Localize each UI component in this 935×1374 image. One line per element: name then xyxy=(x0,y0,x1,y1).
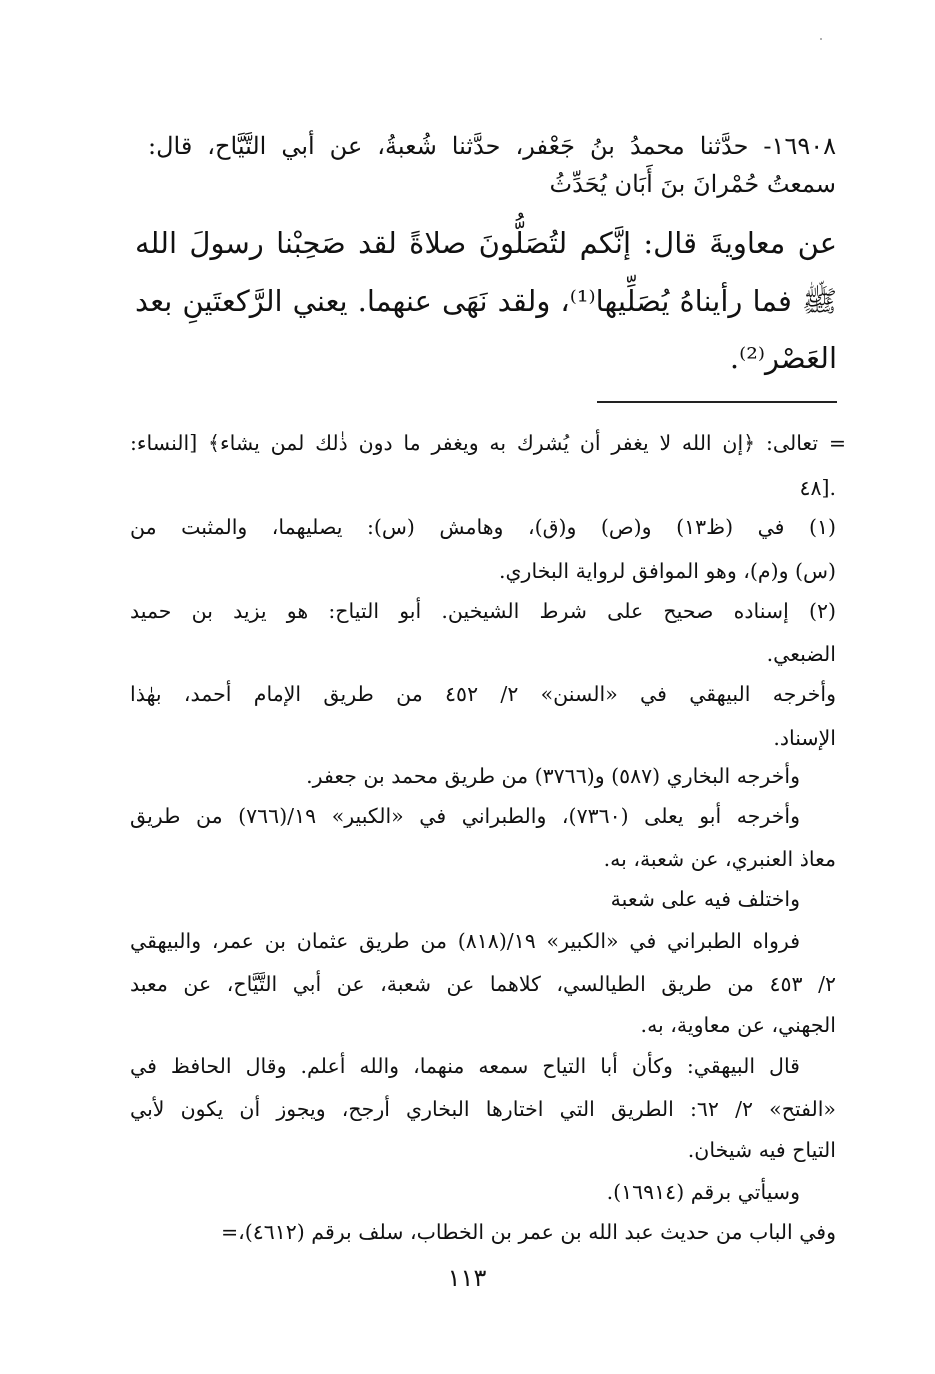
footnote-line: الإسناد. xyxy=(773,726,836,750)
footnote-line: وأخرجه البيهقي في «السنن» ٢/ ٤٥٢ من طريق الإمام أحمد، بهٰذا xyxy=(130,682,836,706)
footnote-line: ٢/ ٤٥٣ من طريق الطيالسي، كلاهما عن شعبة، عن أبي التَّيَّاح، عن معبد xyxy=(130,972,836,996)
isnad-line-1: ١٦٩٠٨- حدَّثنا محمدُ بنُ جَعْفر، حدَّثنا شُعبةُ، عن أبي التَّيَّاح، قال: xyxy=(148,132,836,160)
footnote-line: (س) و(م)، وهو الموافق لرواية البخاري. xyxy=(499,559,836,583)
footnote-line: التياح فيه شيخان. xyxy=(687,1138,836,1162)
footnote-line: = تعالى: ﴿إن الله لا يغفر أن يُشرك به ويغفر ما دون ذٰلك لمن يشاء﴾ [النساء: xyxy=(130,431,846,455)
footnote-line: وأخرجه أبو يعلى (٧٣٦٠)، والطبراني في «الكبير» ١٩/(٧٦٦) من طريق xyxy=(130,804,800,828)
footnote-line: ٤٨]. xyxy=(799,476,836,500)
footnote-line: معاذ العنبري، عن شعبة، به. xyxy=(603,847,836,871)
footnote-line: «الفتح» ٢/ ٦٢: الطريق التي اختارها البخاري أرجح، ويجوز أن يكون لأبي xyxy=(130,1097,836,1121)
footnote-line: وسيأتي برقم (١٦٩١٤). xyxy=(606,1180,800,1204)
footnote-line: (٢) إسناده صحيح على شرط الشيخين. أبو التياح: هو يزيد بن حميد xyxy=(130,599,836,623)
footnote-line: (١) في (ظ١٣) و(ص) و(ق)، وهامش (س): يصليهما، والمثبت من xyxy=(130,515,837,539)
footnote-line: واختلف فيه على شعبة xyxy=(610,887,800,911)
isnad-line-2: سمعتُ حُمْرانَ بنَ أَبَان يُحَدِّثُ xyxy=(549,170,836,198)
matn-line-1: عن معاويةَ قال: إنَّكم لتُصَلُّونَ صلاةً لقد صَحِبْنا رسولَ الله xyxy=(135,226,837,260)
footnote-line: الجهني، عن معاوية، به. xyxy=(640,1013,836,1037)
page-number: ١١٣ xyxy=(447,1264,487,1292)
footnote-line: فرواه الطبراني في «الكبير» ١٩/(٨١٨) من طريق عثمان بن عمر، والبيهقي xyxy=(130,929,801,953)
footnote-line: الضبعي. xyxy=(766,642,836,666)
footnote-line: قال البيهقي: وكأن أبا التياح سمعه منهما، والله أعلم. وقال الحافظ في xyxy=(130,1054,800,1078)
page-speck xyxy=(820,38,822,40)
footnote-line: وأخرجه البخاري (٥٨٧) و(٣٧٦٦) من طريق محمد بن جعفر. xyxy=(306,764,800,788)
matn-line-2: ﷺ فما رأيناهُ يُصَلِّيها⁽¹⁾، ولقد نَهَى عنهما. يعني الرَّكعتَينِ بعد xyxy=(135,284,837,318)
footnote-separator xyxy=(597,401,837,403)
matn-line-3: العَصْر⁽²⁾. xyxy=(729,341,837,375)
footnote-line: وفي الباب من حديث عبد الله بن عمر بن الخطاب، سلف برقم (٤٦١٢)،= xyxy=(220,1220,836,1244)
